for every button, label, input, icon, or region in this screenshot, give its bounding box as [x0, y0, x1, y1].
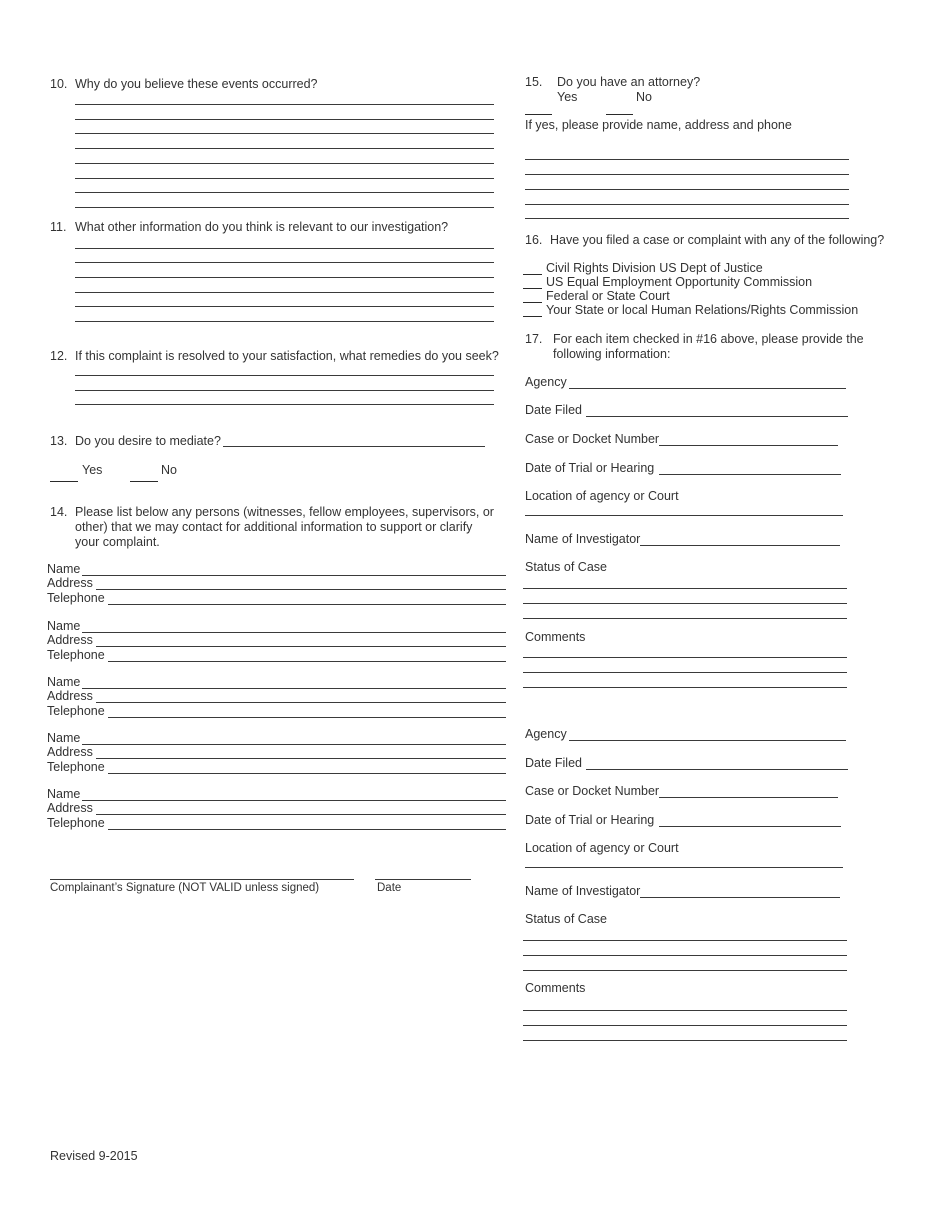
date-filed-label: Date Filed	[525, 403, 582, 417]
question-17-text: For each item checked in #16 above, please provide the following information:	[553, 332, 864, 361]
attorney-followup: If yes, please provide name, address and phone	[525, 118, 792, 132]
address-line[interactable]	[96, 646, 506, 647]
mediate-no-label: No	[161, 463, 177, 477]
name-label: Name	[47, 675, 81, 689]
telephone-label: Telephone	[47, 591, 105, 605]
mediate-yes-blank[interactable]	[50, 481, 78, 482]
option-checkbox[interactable]	[523, 274, 542, 275]
telephone-line[interactable]	[108, 829, 506, 830]
investigator-label: Name of Investigator	[525, 884, 641, 898]
option-checkbox[interactable]	[523, 316, 542, 317]
address-line[interactable]	[96, 814, 506, 815]
comments-label: Comments	[525, 630, 586, 644]
question-number: 14.	[50, 505, 68, 519]
telephone-label: Telephone	[47, 648, 105, 662]
trial-date-line[interactable]	[659, 826, 841, 827]
signature-line[interactable]	[50, 879, 354, 880]
telephone-line[interactable]	[108, 604, 506, 605]
address-label: Address	[47, 576, 93, 590]
mediate-no-blank[interactable]	[130, 481, 158, 482]
telephone-label: Telephone	[47, 704, 105, 718]
option-label: Your State or local Human Relations/Rights Commission	[546, 303, 859, 317]
address-line[interactable]	[96, 702, 506, 703]
question-number: 12.	[50, 349, 68, 363]
question-number: 10.	[50, 77, 68, 91]
investigator-label: Name of Investigator	[525, 532, 641, 546]
investigator-line[interactable]	[640, 545, 840, 546]
location-label: Location of agency or Court	[525, 489, 679, 503]
address-label: Address	[47, 745, 93, 759]
name-label: Name	[47, 562, 81, 576]
address-label: Address	[47, 689, 93, 703]
trial-date-line[interactable]	[659, 474, 841, 475]
revision-note: Revised 9-2015	[50, 1149, 138, 1163]
telephone-label: Telephone	[47, 816, 105, 830]
address-line[interactable]	[96, 758, 506, 759]
contact-block	[47, 675, 507, 721]
question-text: Why do you believe these events occurred?	[75, 77, 318, 91]
name-line[interactable]	[82, 744, 506, 745]
attorney-yes-label: Yes	[557, 90, 578, 104]
status-label: Status of Case	[525, 912, 607, 926]
option-label: US Equal Employment Opportunity Commission	[546, 275, 813, 289]
name-label: Name	[47, 731, 81, 745]
trial-date-label: Date of Trial or Hearing	[525, 813, 655, 827]
name-label: Name	[47, 619, 81, 633]
option-checkbox[interactable]	[523, 288, 542, 289]
location-line[interactable]	[525, 515, 843, 516]
name-line[interactable]	[82, 575, 506, 576]
agency-label: Agency	[525, 375, 567, 389]
question-15-text: Do you have an attorney?	[557, 75, 701, 89]
address-line[interactable]	[96, 589, 506, 590]
option-checkbox[interactable]	[523, 302, 542, 303]
name-label: Name	[47, 787, 81, 801]
question-text: Please list below any persons (witnesses, fellow employees, supervisors, or other) that we may contact for additional information to support or clarify your complaint.	[75, 505, 494, 549]
signature-date-line[interactable]	[375, 879, 471, 880]
status-label: Status of Case	[525, 560, 607, 574]
telephone-line[interactable]	[108, 661, 506, 662]
telephone-label: Telephone	[47, 760, 105, 774]
address-label: Address	[47, 801, 93, 815]
question-17-number: 17.	[525, 332, 543, 346]
comments-label: Comments	[525, 981, 586, 995]
date-filed-label: Date Filed	[525, 756, 582, 770]
signature-date-label: Date	[377, 882, 402, 894]
question-number: 11.	[50, 220, 67, 234]
signature-label: Complainant’s Signature (NOT VALID unless signed)	[50, 882, 320, 894]
attorney-yes-blank[interactable]	[525, 114, 552, 115]
mediate-yes-label: Yes	[82, 463, 103, 477]
contact-block	[47, 619, 507, 665]
name-line[interactable]	[82, 688, 506, 689]
contact-block	[47, 787, 507, 833]
docket-line[interactable]	[659, 797, 838, 798]
docket-label: Case or Docket Number	[525, 784, 660, 798]
address-label: Address	[47, 633, 93, 647]
docket-label: Case or Docket Number	[525, 432, 660, 446]
location-line[interactable]	[525, 867, 843, 868]
date-filed-line[interactable]	[586, 416, 848, 417]
option-label: Federal or State Court	[546, 289, 670, 303]
question-text: Do you desire to mediate?	[75, 434, 221, 448]
agency-line[interactable]	[569, 388, 846, 389]
telephone-line[interactable]	[108, 773, 506, 774]
question-text: What other information do you think is relevant to our investigation?	[75, 220, 449, 234]
investigator-line[interactable]	[640, 897, 840, 898]
option-label: Civil Rights Division US Dept of Justice	[546, 261, 763, 275]
agency-label: Agency	[525, 727, 567, 741]
attorney-no-blank[interactable]	[606, 114, 633, 115]
question-15-number: 15.	[525, 75, 543, 89]
question-number: 13.	[50, 434, 68, 448]
telephone-line[interactable]	[108, 717, 506, 718]
name-line[interactable]	[82, 800, 506, 801]
agency-line[interactable]	[569, 740, 846, 741]
docket-line[interactable]	[659, 445, 838, 446]
question-16-number: 16.	[525, 233, 543, 247]
contact-block	[47, 731, 507, 777]
trial-date-label: Date of Trial or Hearing	[525, 461, 655, 475]
question-16-text: Have you filed a case or complaint with any of the following?	[550, 233, 885, 247]
mediate-line[interactable]	[223, 446, 485, 447]
question-text: If this complaint is resolved to your satisfaction, what remedies do you seek?	[75, 349, 499, 363]
location-label: Location of agency or Court	[525, 841, 679, 855]
name-line[interactable]	[82, 632, 506, 633]
contact-block	[47, 562, 507, 608]
attorney-no-label: No	[636, 90, 652, 104]
date-filed-line[interactable]	[586, 769, 848, 770]
